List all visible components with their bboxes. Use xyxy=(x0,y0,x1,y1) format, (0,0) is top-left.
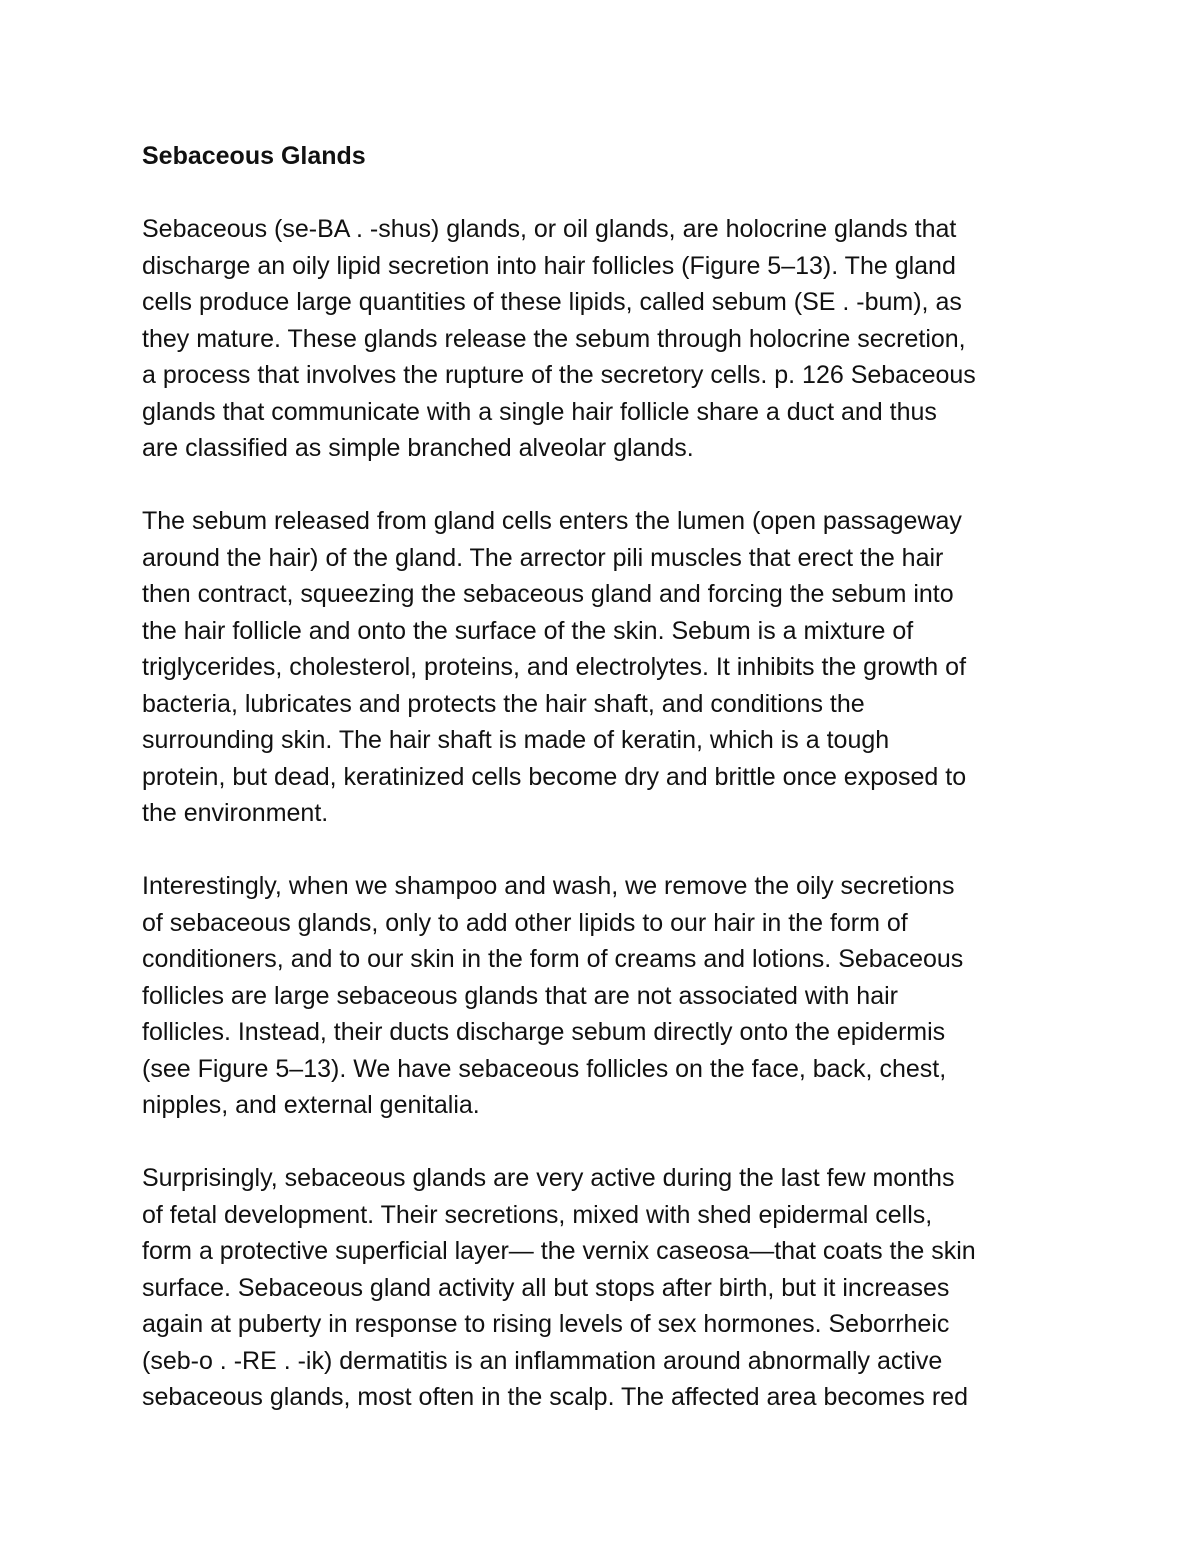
text-line: (see Figure 5–13). We have sebaceous follicles on the face, back, chest, xyxy=(142,1054,947,1083)
paragraph-4 xyxy=(142,1160,1072,1416)
paragraph-3 xyxy=(142,868,1072,1124)
text-line: they mature. These glands release the sebum through holocrine secretion, xyxy=(142,324,966,353)
text-line: a process that involves the rupture of the secretory cells. p. 126 Sebaceous xyxy=(142,361,976,389)
text-line: the hair follicle and onto the surface of the skin. Sebum is a mixture of xyxy=(142,616,914,645)
text-line: form a protective superficial layer— the vernix caseosa—that coats the skin xyxy=(142,1237,976,1265)
text-line: Surprisingly, sebaceous glands are very active during the last few months xyxy=(142,1164,955,1192)
text-line: then contract, squeezing the sebaceous gland and forcing the sebum into xyxy=(142,580,954,608)
text-line: nipples, and external genitalia. xyxy=(142,1091,480,1119)
text-line: bacteria, lubricates and protects the hair shaft, and conditions the xyxy=(142,689,865,718)
text-line: sebaceous glands, most often in the scalp. The affected area becomes red xyxy=(142,1383,968,1411)
text-line: of sebaceous glands, only to add other lipids to our hair in the form of xyxy=(142,908,908,937)
text-line: (seb-o . -RE . -ik) dermatitis is an inflammation around abnormally active xyxy=(142,1346,943,1375)
text-line: of fetal development. Their secretions, mixed with shed epidermal cells, xyxy=(142,1200,933,1229)
text-line: discharge an oily lipid secretion into hair follicles (Figure 5–13). The gland xyxy=(142,251,956,280)
text-line: Sebaceous (se-BA . -shus) glands, or oil glands, are holocrine glands that xyxy=(142,215,957,243)
text-line: follicles. Instead, their ducts discharge sebum directly onto the epidermis xyxy=(142,1018,946,1046)
document-title: Sebaceous Glands xyxy=(142,142,366,170)
document-body xyxy=(142,138,1072,1452)
text-line: protein, but dead, keratinized cells become dry and brittle once exposed to xyxy=(142,762,967,791)
text-line: again at puberty in response to rising levels of sex hormones. Seborrheic xyxy=(142,1310,950,1338)
text-line: surface. Sebaceous gland activity all but stops after birth, but it increases xyxy=(142,1273,950,1302)
text-line: are classified as simple branched alveolar glands. xyxy=(142,434,694,462)
text-line: Interestingly, when we shampoo and wash, we remove the oily secretions xyxy=(142,872,955,900)
text-line: follicles are large sebaceous glands that are not associated with hair xyxy=(142,981,898,1010)
text-line: around the hair) of the gland. The arrector pili muscles that erect the hair xyxy=(142,543,944,572)
text-line: triglycerides, cholesterol, proteins, and electrolytes. It inhibits the growth of xyxy=(142,653,967,681)
text-line: conditioners, and to our skin in the form of creams and lotions. Sebaceous xyxy=(142,945,964,973)
paragraph-2 xyxy=(142,503,1072,832)
text-line: the environment. xyxy=(142,799,329,827)
text-line: surrounding skin. The hair shaft is made of keratin, which is a tough xyxy=(142,726,890,754)
text-line: cells produce large quantities of these lipids, called sebum (SE . -bum), as xyxy=(142,288,962,316)
text-line: glands that communicate with a single hair follicle share a duct and thus xyxy=(142,397,937,426)
text-line: The sebum released from gland cells enters the lumen (open passageway xyxy=(142,507,962,535)
paragraph-1 xyxy=(142,211,1072,467)
